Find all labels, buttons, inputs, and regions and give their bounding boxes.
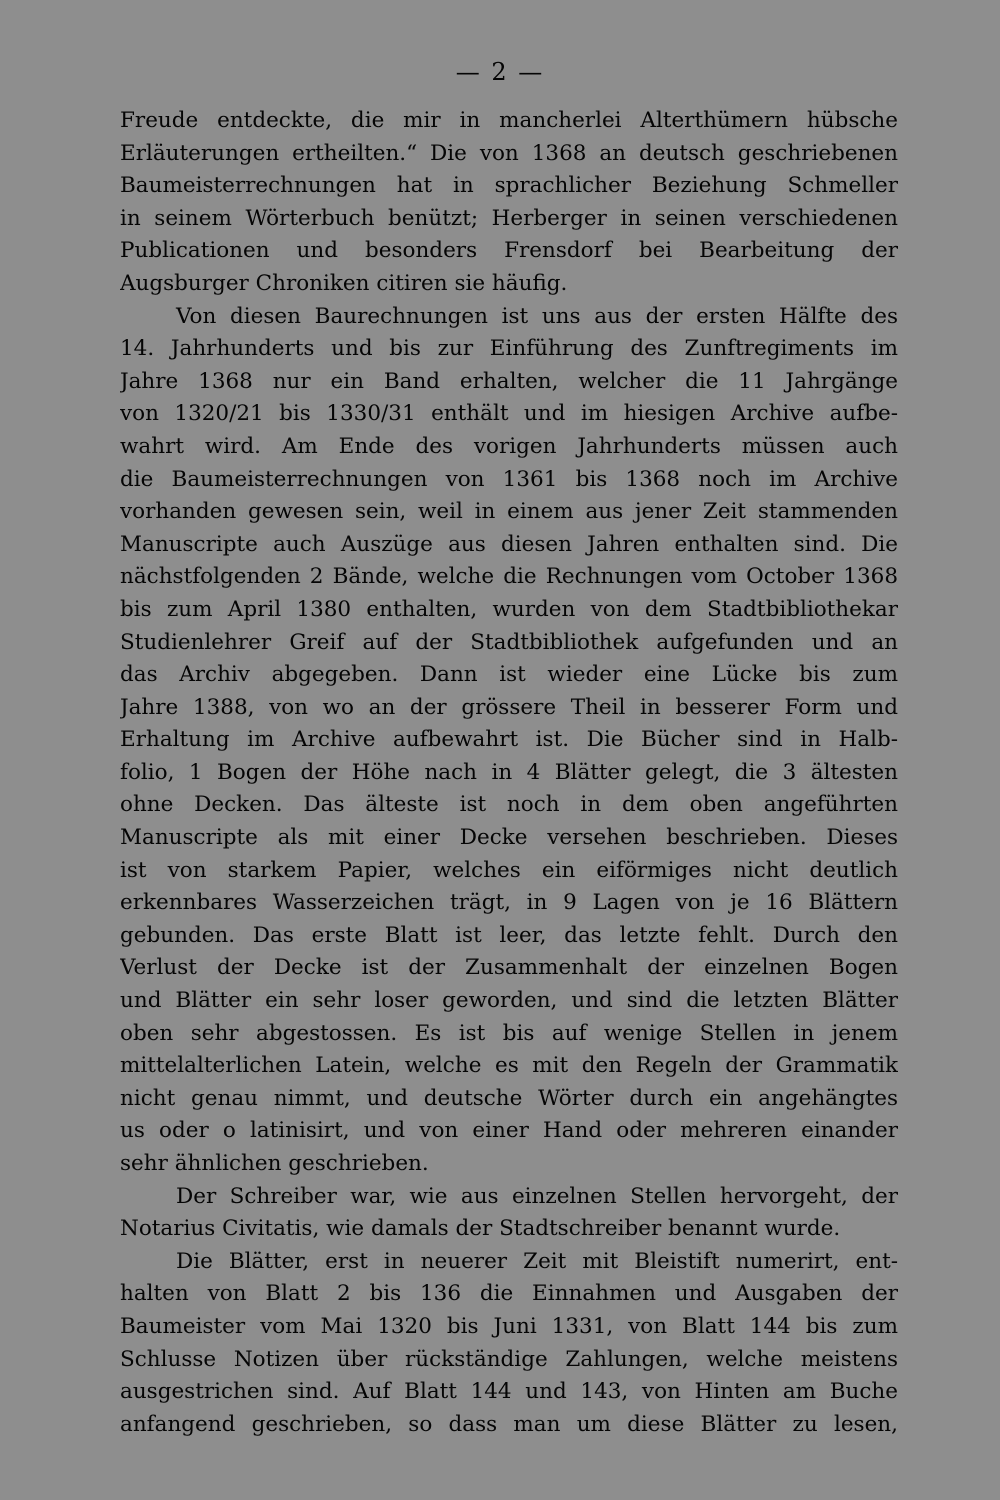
text-line: ausgestrichen sind. Auf Blatt 144 und 143, von Hinten am Buche (120, 1379, 898, 1405)
text-line: das Archiv abgegeben. Dann ist wieder eine Lücke bis zum (120, 662, 898, 688)
text-line: Baumeister vom Mai 1320 bis Juni 1331, von Blatt 144 bis zum (120, 1313, 898, 1339)
text-line: folio, 1 Bogen der Höhe nach in 4 Blätter gelegt, die 3 ältesten (120, 759, 898, 785)
text-line: vorhanden gewesen sein, weil in einem aus jener Zeit stammenden (120, 499, 898, 525)
text-line: Die Blätter, erst in neuerer Zeit mit Bleistift numerirt, ent- (176, 1248, 898, 1274)
text-line: Verlust der Decke ist der Zusammenhalt der einzelnen Bogen (120, 955, 898, 981)
text-line: Erhaltung im Archive aufbewahrt ist. Die Bücher sind in Halb- (120, 727, 898, 753)
text-line: Schlusse Notizen über rückständige Zahlungen, welche meistens (120, 1346, 898, 1372)
text-line: gebunden. Das erste Blatt ist leer, das letzte fehlt. Durch den (120, 922, 898, 948)
text-line: Freude entdeckte, die mir in mancherlei Alterthümern hübsche (120, 108, 898, 133)
text-line: wahrt wird. Am Ende des vorigen Jahrhunderts müssen auch (120, 433, 898, 459)
text-line: 14. Jahrhunderts und bis zur Einführung des Zunftregiments im (120, 336, 898, 362)
paragraph (120, 1246, 898, 1442)
text-line: Jahre 1368 nur ein Band erhalten, welcher die 11 Jahrgänge (120, 368, 898, 394)
text-line: ist von starkem Papier, welches ein eiförmiges nicht deutlich (120, 857, 898, 883)
paragraph (120, 1181, 898, 1246)
text-line: Erläuterungen ertheilten.“ Die von 1368 an deutsch geschriebenen (120, 140, 898, 166)
page-number: — 2 — (455, 58, 545, 86)
text-line: erkennbares Wasserzeichen trägt, in 9 Lagen von je 16 Blättern (120, 890, 898, 916)
text-line: bis zum April 1380 enthalten, wurden von dem Stadtbibliothekar (120, 596, 898, 622)
text-line: Augsburger Chroniken citiren sie häufig. (120, 270, 568, 296)
text-line: anfangend geschrieben, so dass man um diese Blätter zu lesen, (120, 1411, 898, 1437)
text-line: Baumeisterrechnungen hat in sprachlicher Beziehung Schmeller (120, 173, 898, 199)
text-line: in seinem Wörterbuch benützt; Herberger in seinen verschiedenen (120, 205, 898, 231)
text-line: Manuscripte auch Auszüge aus diesen Jahren enthalten sind. Die (120, 531, 898, 557)
text-line: nächstfolgenden 2 Bände, welche die Rechnungen vom October 1368 (120, 564, 898, 590)
body-text (120, 105, 898, 1441)
text-line: Der Schreiber war, wie aus einzelnen Stellen hervorgeht, der (176, 1183, 898, 1209)
text-line: ohne Decken. Das älteste ist noch in dem oben angeführten (120, 792, 898, 818)
text-line: Publicationen und besonders Frensdorf bei Bearbeitung der (120, 238, 898, 264)
text-line: Jahre 1388, von wo an der grössere Theil in besserer Form und (120, 694, 898, 720)
text-line: Von diesen Baurechnungen ist uns aus der ersten Hälfte des (176, 303, 898, 329)
text-line: mittelalterlichen Latein, welche es mit den Regeln der Grammatik (120, 1053, 898, 1079)
text-line: us oder o latinisirt, und von einer Hand oder mehreren einander (120, 1118, 898, 1144)
text-line: von 1320/21 bis 1330/31 enthält und im hiesigen Archive aufbe- (120, 401, 898, 427)
text-line: oben sehr abgestossen. Es ist bis auf wenige Stellen in jenem (120, 1020, 898, 1046)
paragraph (120, 105, 898, 301)
text-line: Studienlehrer Greif auf der Stadtbibliothek aufgefunden und an (120, 629, 898, 655)
text-line: nicht genau nimmt, und deutsche Wörter durch ein angehängtes (120, 1085, 898, 1111)
text-line: und Blätter ein sehr loser geworden, und sind die letzten Blätter (120, 988, 898, 1014)
text-line: Manuscripte als mit einer Decke versehen beschrieben. Dieses (120, 825, 898, 851)
text-line: sehr ähnlichen geschrieben. (120, 1151, 429, 1176)
text-line: die Baumeisterrechnungen von 1361 bis 1368 noch im Archive (120, 466, 898, 492)
paragraph (120, 301, 898, 1181)
text-line: halten von Blatt 2 bis 136 die Einnahmen und Ausgaben der (120, 1281, 898, 1307)
text-line: Notarius Civitatis, wie damals der Stadtschreiber benannt wurde. (120, 1216, 841, 1242)
